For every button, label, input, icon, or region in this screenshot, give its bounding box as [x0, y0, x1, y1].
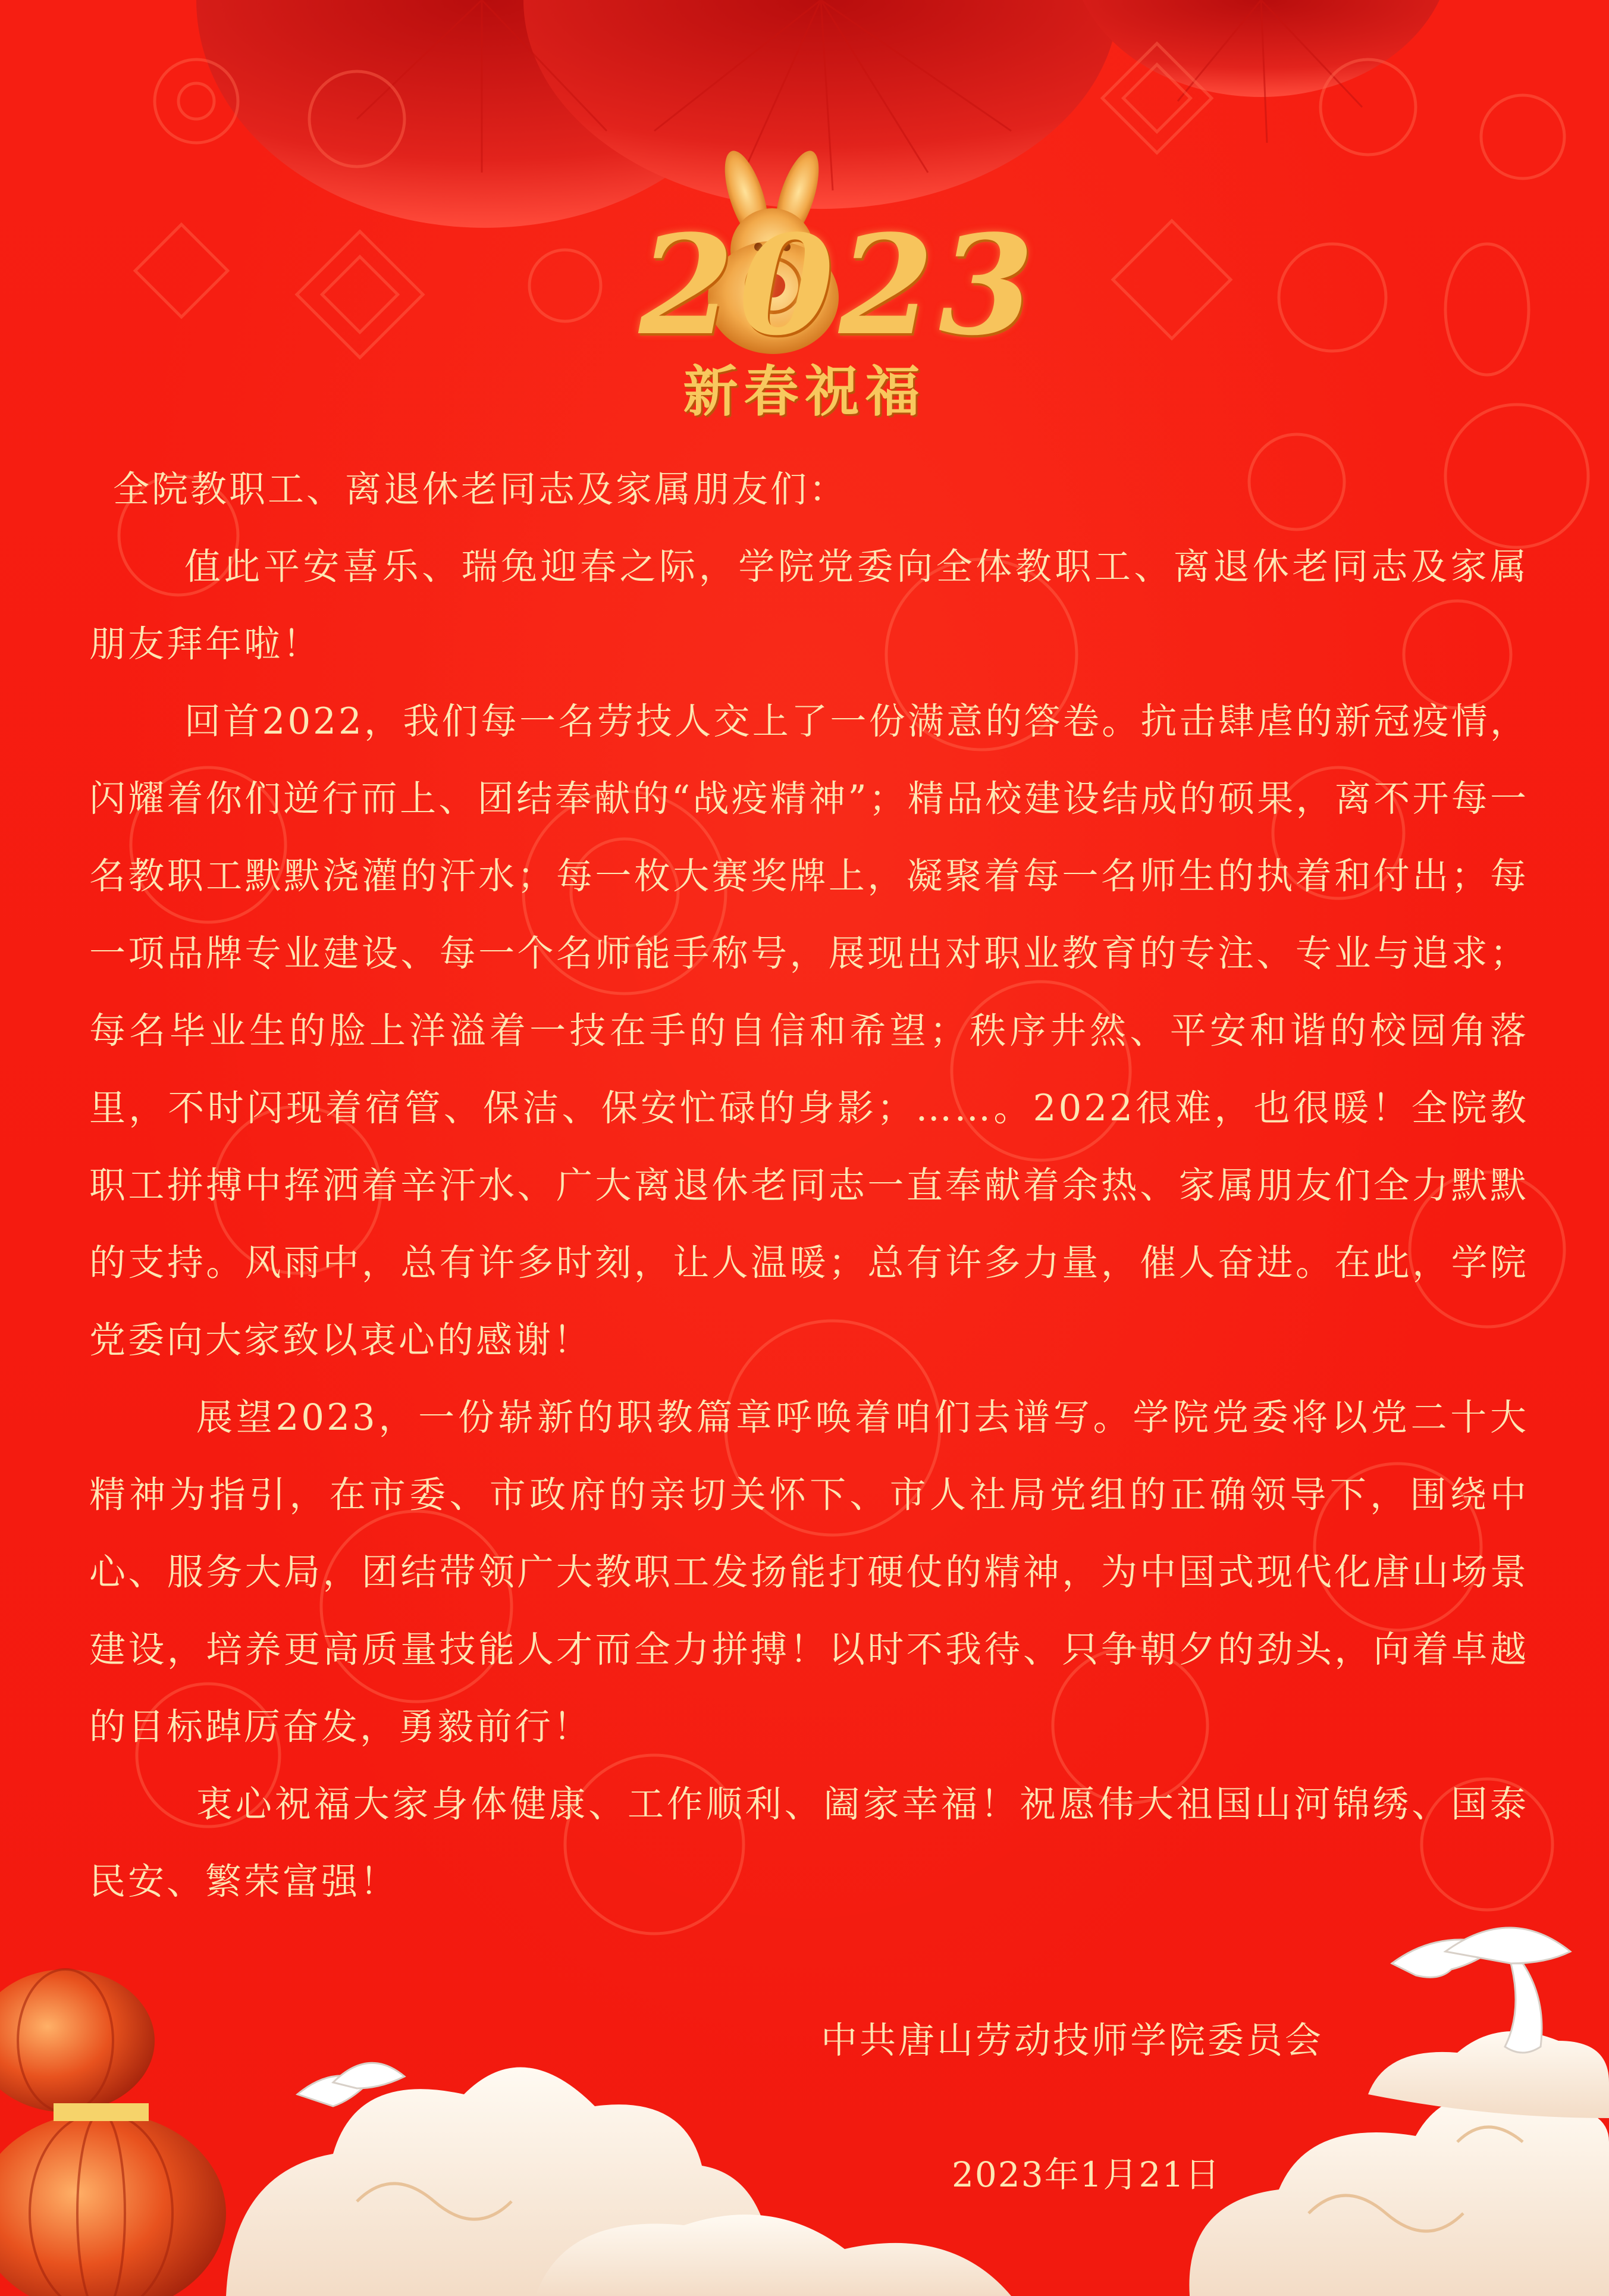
letter-body [89, 451, 1529, 1921]
signature: 中共唐山劳动技师学院委员会 [821, 2019, 1324, 2062]
page-title: 新春祝福 [683, 359, 926, 424]
salutation: 全院教职工、离退休老同志及家属朋友们： [113, 468, 848, 510]
paragraph-greeting: 值此平安喜乐、瑞兔迎春之际，学院党委向全体教职工、离退休老同志及家属朋友拜年啦！ [89, 546, 1529, 665]
letter-date: 2023年1月21日 [952, 2154, 1221, 2195]
year-text: 2023 [638, 205, 1039, 366]
paragraph-review-2022: 回首2022，我们每一名劳技人交上了一份满意的答卷。抗击肆虐的新冠疫情，闪耀着你们逆行而上、团结奉献的“战疫精神”；精品校建设结成的硕果，离不开每一名教职工默默浇灌的汗水；每一枚大赛奖牌上，凝聚着每一名师生的执着和付出；每一项品牌专业建设、每一个名师能手称号，展现出对职业教育的专注、专业与追求；每名毕业生的脸上洋溢着一技在手的自信和希望；秩序井然、平安和谐的校园角落里，不时闪现着宿管、保洁、保安忙碌的身影；……。2022很难，也很暖！全院教职工拼搏中挥洒着辛汗水、广大离退休老同志一直奉献着余热、家属朋友们全力默默的支持。风雨中，总有许多时刻，让人温暖；总有许多力量，催人奋进。在此，学院党委向大家致以衷心的感谢！ [89, 700, 1529, 1361]
paragraph-outlook-2023: 展望2023，一份崭新的职教篇章呼唤着咱们去谱写。学院党委将以党二十大精神为指引，在市委、市政府的亲切关怀下、市人社局党组的正确领导下，围绕中心、服务大局，团结带领广大教职工发扬能打硬仗的精神，为中国式现代化唐山场景建设，培养更高质量技能人才而全力拼搏！以时不我待、只争朝夕的劲头，向着卓越的目标踔厉奋发，勇毅前行！ [89, 1396, 1529, 1748]
year-heading [631, 205, 1047, 366]
paragraph-wishes: 衷心祝福大家身体健康、工作顺利、阖家幸福！祝愿伟大祖国山河锦绣、国泰民安、繁荣富强！ [89, 1783, 1529, 1903]
